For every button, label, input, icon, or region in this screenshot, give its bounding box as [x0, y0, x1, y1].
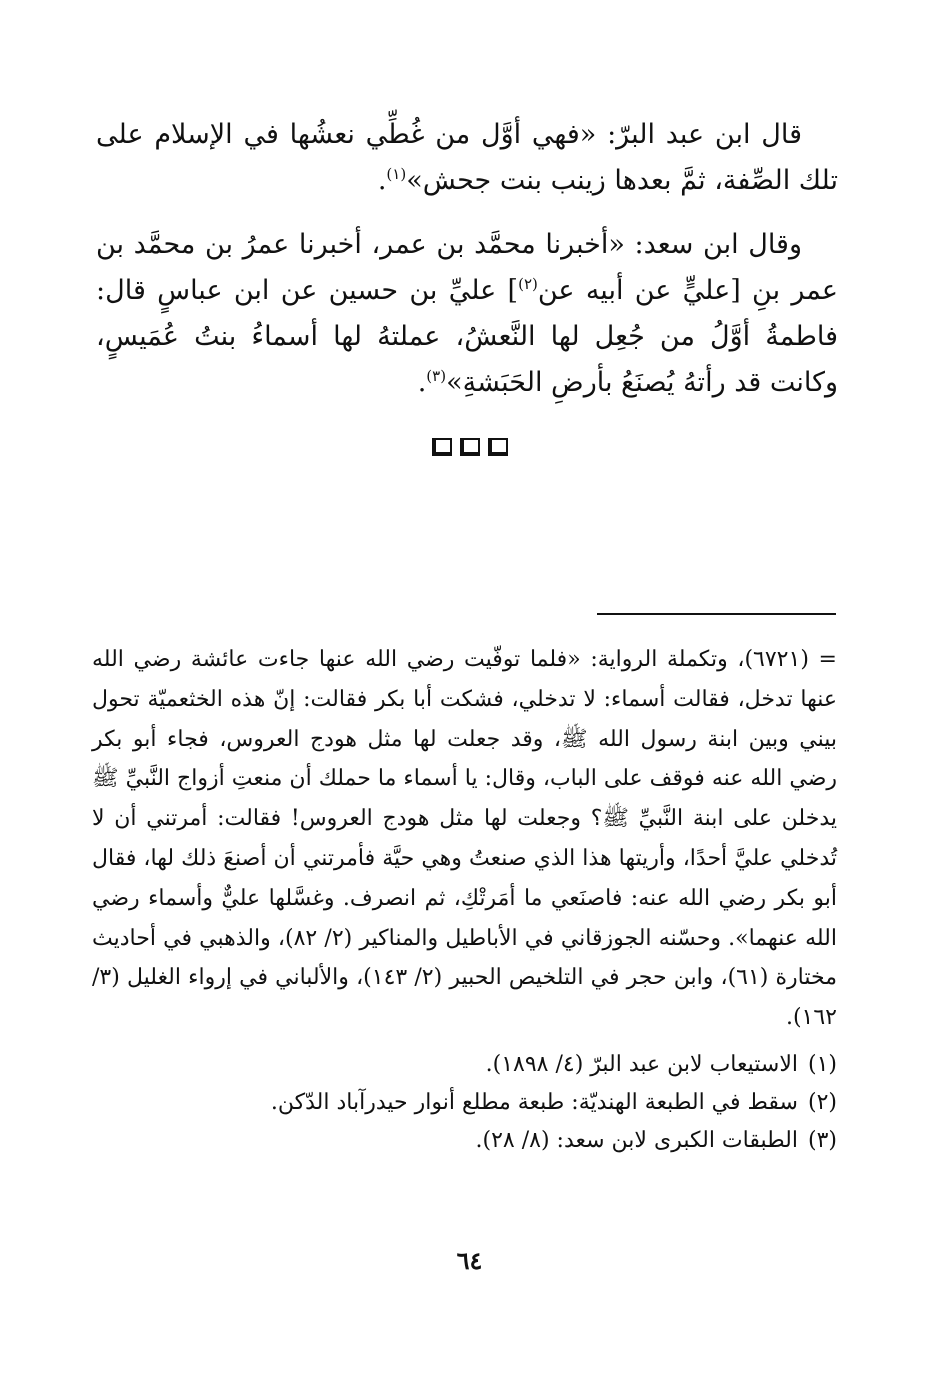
footnote-continuation: = (٦٧٢١)، وتكملة الرواية: «فلما توفّيت رضي الله عنها جاءت عائشة رضي الله عنها تدخل، فقالت أسماء: لا تدخلي، فشكت أبا بكر فقالت: إنّ هذه الخثعميّة تحول بيني وبين ابنة رسول الله ﷺ، وقد جعلت لها مثل هودج العروس، فجاء أبو بكر رضي الله عنه فوقف على الباب، وقال: يا أسماء ما حملك أن منعتِ أزواج النَّبيِّ ﷺ يدخلن على ابنة النَّبيِّ ﷺ؟ وجعلت لها مثل هودج العروس! فقالت: أمرتني أن لا تُدخلي عليَّ أحدًا، وأريتها هذا الذي صنعتُ وهي حيَّة فأمرتني أن أصنعَ ذلك لها، فقال أبو بكر رضي الله عنه: فاصنَعي ما أمَرتْكِ، ثم انصرف. وغسَّلها عليٌّ وأسماء رضي الله عنهما». وحسّنه الجوزقاني في الأباطيل والمناكير (٢/ ٨٢)، والذهبي في أحاديث مختارة (٦١)، وابن حجر في التلخيص الحبير (٢/ ١٤٣)، والألباني في إرواء الغليل (٣/ ١٦٢). [92, 647, 838, 1031]
paragraph-2-end: . [417, 367, 427, 398]
footnote-text: سقط في الطبعة الهنديّة: طبعة مطلع أنوار حيدرآباد الدّكن. [270, 1089, 798, 1115]
footnote-ref-2: (٢) [518, 275, 538, 293]
section-separator [0, 438, 939, 456]
separator-box-icon [488, 438, 508, 456]
footnote-text: الطبقات الكبرى لابن سعد: (٨/ ٢٨). [475, 1127, 798, 1153]
footnote-item [92, 1046, 837, 1084]
page-number: ٦٤ [456, 1246, 483, 1275]
footnote-item [92, 1122, 837, 1160]
footnote-number: (١) [807, 1051, 837, 1077]
footnote-list [92, 1046, 837, 1160]
main-text [96, 112, 838, 406]
paragraph-2-text-a: وقال ابن سعد: «أخبرنا محمَّد بن عمر، أخبرنا عمرُ بن محمَّد بن عمر بنِ [عليٍّ عن أبيه عن [96, 229, 838, 306]
paragraph-2 [96, 222, 838, 406]
paragraph-1-end: . [377, 165, 387, 196]
footnotes [92, 640, 837, 1160]
footnote-ref-3: (٣) [426, 367, 447, 385]
separator-box-icon [460, 438, 480, 456]
footnote-divider [597, 613, 836, 615]
footnote-item [92, 1084, 837, 1122]
footnote-number: (٣) [807, 1127, 837, 1153]
footnote-text: الاستيعاب لابن عبد البرّ (٤/ ١٨٩٨). [485, 1051, 798, 1077]
footnote-ref-1: (١) [386, 165, 407, 183]
paragraph-2-text-b: ] عليِّ بن حسين عن ابن عباسٍ قال: فاطمةُ أوَّلُ من جُعِل لها النَّعشُ، عملتهُ لها أسماءُ بنتُ عُمَيسٍ، وكانت قد رأتهُ يُصنَعُ بأرضِ الحَبَشةِ» [96, 275, 838, 398]
paragraph-1 [96, 112, 838, 204]
footnote-number: (٢) [807, 1089, 837, 1115]
separator-box-icon [432, 438, 452, 456]
paragraph-1-text: قال ابن عبد البرّ: «فهي أوَّل من غُطِّي نعشُها في الإسلام على تلك الصِّفة، ثمَّ بعدها زينب بنت جحش» [96, 119, 838, 196]
